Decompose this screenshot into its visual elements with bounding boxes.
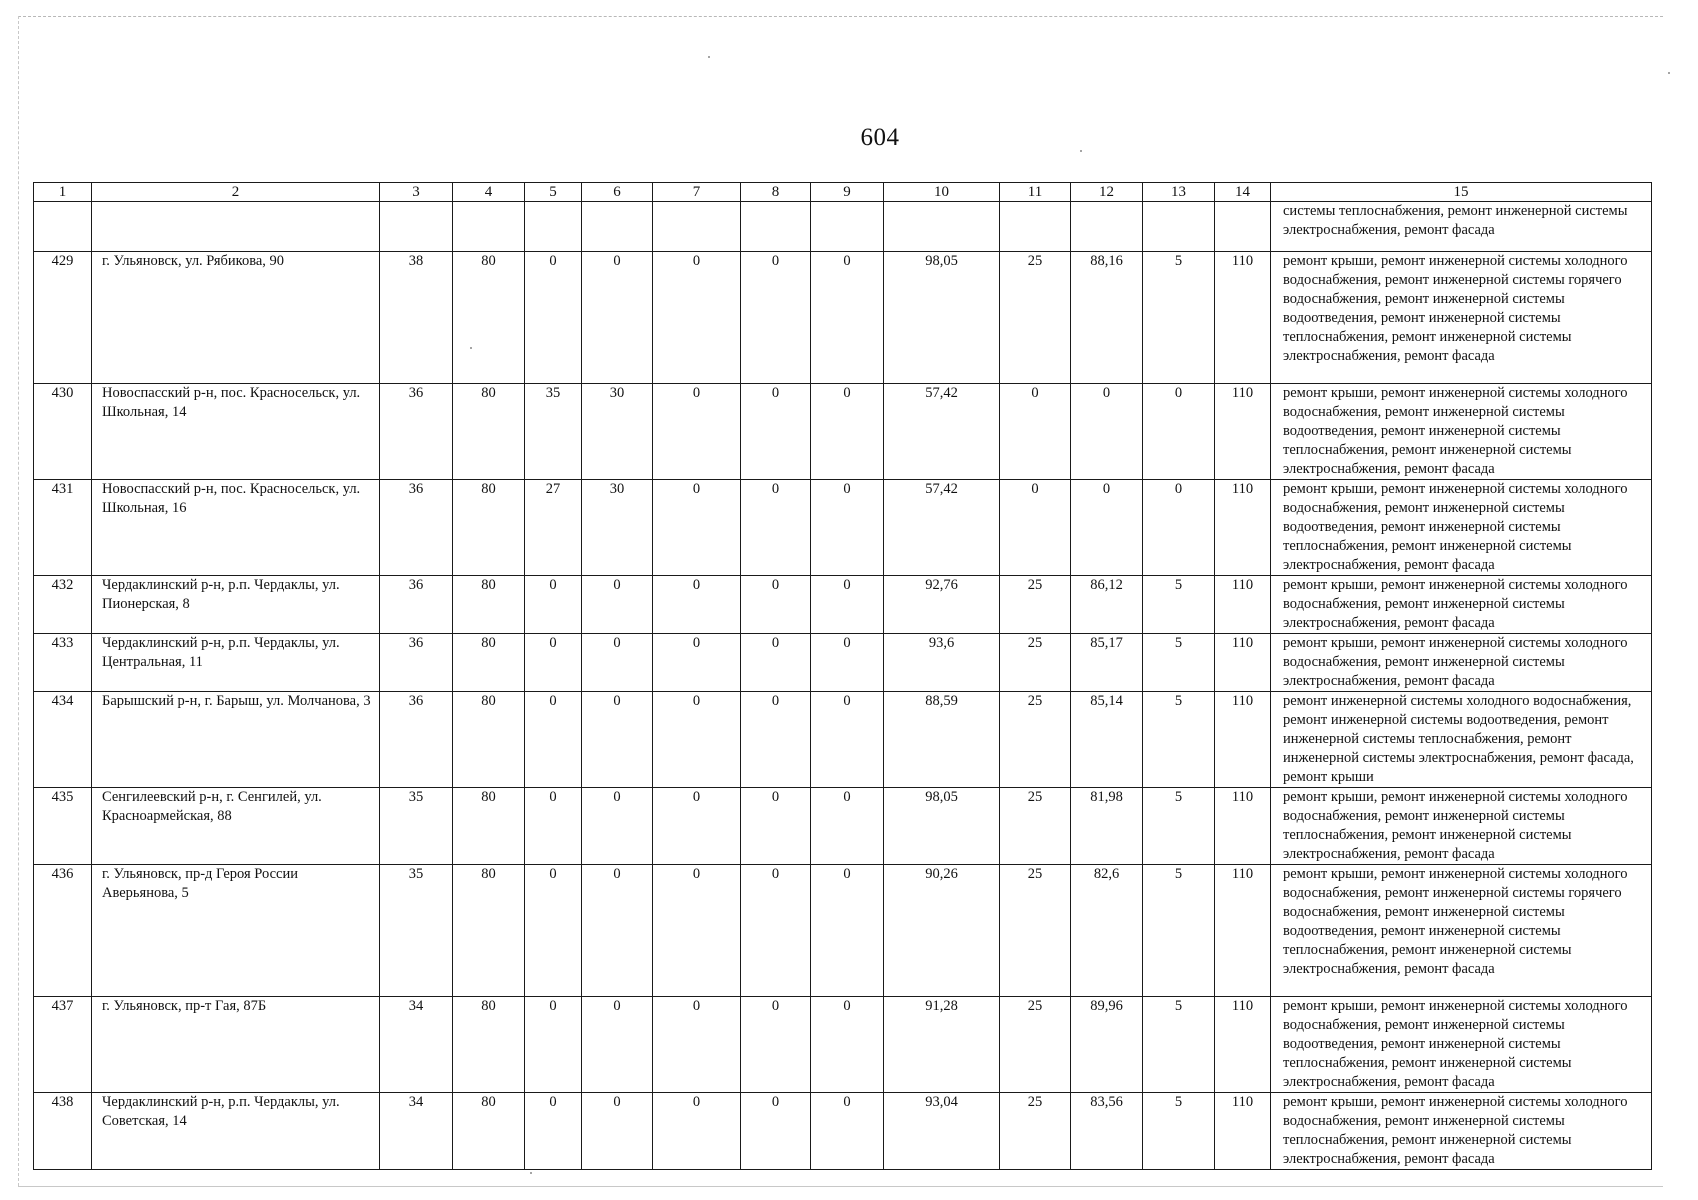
table-cell	[34, 202, 92, 252]
address-cell: Чердаклинский р-н, р.п. Чердаклы, ул. Пионерская, 8	[92, 576, 380, 634]
value-cell-c12: 85,17	[1071, 634, 1143, 692]
value-cell-c8: 0	[741, 384, 811, 480]
value-cell-c5: 0	[525, 252, 582, 384]
address-cell: г. Ульяновск, ул. Рябикова, 90	[92, 252, 380, 384]
value-cell-c3: 34	[380, 997, 453, 1093]
value-cell-c8: 0	[741, 252, 811, 384]
value-cell-c14: 110	[1215, 997, 1271, 1093]
value-cell-c12: 89,96	[1071, 997, 1143, 1093]
value-cell-c11: 25	[1000, 788, 1071, 865]
value-cell-c13: 5	[1143, 1093, 1215, 1170]
value-cell-c5: 0	[525, 692, 582, 788]
work-list-cell: ремонт крыши, ремонт инженерной системы холодного водоснабжения, ремонт инженерной системы горячего водоснабжения, ремонт инженерной системы водоотведения, ремонт инженерной системы теплоснабжения, ремонт инженерной системы электроснабжения, ремонт фасада	[1271, 865, 1652, 997]
value-cell-c9: 0	[811, 1093, 884, 1170]
value-cell-c13: 0	[1143, 480, 1215, 576]
value-cell-c4: 80	[453, 384, 525, 480]
value-cell-c10: 93,04	[884, 1093, 1000, 1170]
value-cell-c6: 0	[582, 865, 653, 997]
scan-edge-top	[18, 16, 1663, 17]
work-list-cell: ремонт крыши, ремонт инженерной системы холодного водоснабжения, ремонт инженерной системы теплоснабжения, ремонт инженерной системы электроснабжения, ремонт фасада	[1271, 788, 1652, 865]
value-cell-c14: 110	[1215, 252, 1271, 384]
row-number-cell: 429	[34, 252, 92, 384]
value-cell-c5: 0	[525, 865, 582, 997]
value-cell-c5: 35	[525, 384, 582, 480]
value-cell-c3: 38	[380, 252, 453, 384]
table-body	[34, 183, 1652, 1170]
value-cell-c8: 0	[741, 788, 811, 865]
row-number-cell: 432	[34, 576, 92, 634]
value-cell-c8: 0	[741, 576, 811, 634]
table-row	[34, 692, 1652, 788]
value-cell-c10: 93,6	[884, 634, 1000, 692]
value-cell-c11: 25	[1000, 252, 1071, 384]
value-cell-c6: 0	[582, 788, 653, 865]
column-header: 13	[1143, 183, 1215, 202]
table-row	[34, 576, 1652, 634]
value-cell-c10: 91,28	[884, 997, 1000, 1093]
value-cell-c8: 0	[741, 997, 811, 1093]
work-list-cell: ремонт крыши, ремонт инженерной системы холодного водоснабжения, ремонт инженерной системы горячего водоснабжения, ремонт инженерной системы водоотведения, ремонт инженерной системы теплоснабжения, ремонт инженерной системы электроснабжения, ремонт фасада	[1271, 252, 1652, 384]
value-cell-c9: 0	[811, 788, 884, 865]
value-cell-c5: 0	[525, 1093, 582, 1170]
value-cell-c6: 0	[582, 692, 653, 788]
value-cell-c3: 36	[380, 480, 453, 576]
value-cell-c3: 34	[380, 1093, 453, 1170]
value-cell-c6: 0	[582, 576, 653, 634]
value-cell-c14: 110	[1215, 788, 1271, 865]
work-list-cell: ремонт крыши, ремонт инженерной системы холодного водоснабжения, ремонт инженерной системы электроснабжения, ремонт фасада	[1271, 634, 1652, 692]
table-cell	[741, 202, 811, 252]
value-cell-c9: 0	[811, 384, 884, 480]
table-row	[34, 480, 1652, 576]
value-cell-c8: 0	[741, 1093, 811, 1170]
value-cell-c12: 86,12	[1071, 576, 1143, 634]
value-cell-c4: 80	[453, 480, 525, 576]
table-row	[34, 634, 1652, 692]
scan-speck	[530, 1172, 532, 1174]
value-cell-c14: 110	[1215, 576, 1271, 634]
value-cell-c10: 98,05	[884, 788, 1000, 865]
scan-speck	[1668, 72, 1670, 74]
table-row	[34, 865, 1652, 997]
value-cell-c10: 90,26	[884, 865, 1000, 997]
address-cell: Чердаклинский р-н, р.п. Чердаклы, ул. Советская, 14	[92, 1093, 380, 1170]
value-cell-c10: 57,42	[884, 384, 1000, 480]
column-header: 4	[453, 183, 525, 202]
value-cell-c6: 0	[582, 634, 653, 692]
row-number-cell: 437	[34, 997, 92, 1093]
row-number-cell: 435	[34, 788, 92, 865]
value-cell-c6: 30	[582, 480, 653, 576]
address-cell: Чердаклинский р-н, р.п. Чердаклы, ул. Центральная, 11	[92, 634, 380, 692]
value-cell-c12: 0	[1071, 480, 1143, 576]
table-row	[34, 1093, 1652, 1170]
column-header: 10	[884, 183, 1000, 202]
value-cell-c5: 0	[525, 576, 582, 634]
table-cell	[653, 202, 741, 252]
value-cell-c10: 57,42	[884, 480, 1000, 576]
column-header: 1	[34, 183, 92, 202]
value-cell-c10: 98,05	[884, 252, 1000, 384]
value-cell-c6: 30	[582, 384, 653, 480]
scan-edge-left	[18, 16, 19, 1186]
row-number-cell: 433	[34, 634, 92, 692]
table-cell	[1071, 202, 1143, 252]
column-header: 6	[582, 183, 653, 202]
value-cell-c9: 0	[811, 252, 884, 384]
column-header: 12	[1071, 183, 1143, 202]
column-header: 15	[1271, 183, 1652, 202]
value-cell-c4: 80	[453, 576, 525, 634]
value-cell-c14: 110	[1215, 634, 1271, 692]
address-cell: г. Ульяновск, пр-д Героя России Аверьянова, 5	[92, 865, 380, 997]
table-cell	[811, 202, 884, 252]
value-cell-c7: 0	[653, 692, 741, 788]
value-cell-c4: 80	[453, 865, 525, 997]
value-cell-c7: 0	[653, 865, 741, 997]
value-cell-c7: 0	[653, 1093, 741, 1170]
value-cell-c12: 82,6	[1071, 865, 1143, 997]
value-cell-c11: 0	[1000, 384, 1071, 480]
value-cell-c3: 36	[380, 634, 453, 692]
value-cell-c4: 80	[453, 1093, 525, 1170]
address-cell: Новоспасский р-н, пос. Красносельск, ул. Школьная, 14	[92, 384, 380, 480]
value-cell-c9: 0	[811, 576, 884, 634]
table-cell	[1215, 202, 1271, 252]
table-cell	[884, 202, 1000, 252]
value-cell-c9: 0	[811, 480, 884, 576]
value-cell-c9: 0	[811, 692, 884, 788]
value-cell-c9: 0	[811, 865, 884, 997]
value-cell-c5: 0	[525, 634, 582, 692]
value-cell-c11: 0	[1000, 480, 1071, 576]
value-cell-c14: 110	[1215, 384, 1271, 480]
table-cell	[92, 202, 380, 252]
column-header: 9	[811, 183, 884, 202]
value-cell-c6: 0	[582, 252, 653, 384]
value-cell-c14: 110	[1215, 692, 1271, 788]
value-cell-c11: 25	[1000, 576, 1071, 634]
column-header: 8	[741, 183, 811, 202]
value-cell-c9: 0	[811, 634, 884, 692]
value-cell-c14: 110	[1215, 1093, 1271, 1170]
value-cell-c4: 80	[453, 692, 525, 788]
scan-speck	[708, 56, 710, 58]
table-row	[34, 997, 1652, 1093]
table-cell	[380, 202, 453, 252]
value-cell-c6: 0	[582, 997, 653, 1093]
table-cell	[453, 202, 525, 252]
column-header: 7	[653, 183, 741, 202]
value-cell-c14: 110	[1215, 865, 1271, 997]
column-header: 2	[92, 183, 380, 202]
value-cell-c4: 80	[453, 997, 525, 1093]
value-cell-c12: 81,98	[1071, 788, 1143, 865]
table-row	[34, 788, 1652, 865]
table-cell	[525, 202, 582, 252]
address-cell: Новоспасский р-н, пос. Красносельск, ул. Школьная, 16	[92, 480, 380, 576]
value-cell-c13: 5	[1143, 576, 1215, 634]
value-cell-c11: 25	[1000, 997, 1071, 1093]
value-cell-c10: 92,76	[884, 576, 1000, 634]
scan-edge-bottom	[18, 1186, 1663, 1187]
value-cell-c12: 88,16	[1071, 252, 1143, 384]
repair-register-table	[33, 182, 1652, 1170]
value-cell-c11: 25	[1000, 865, 1071, 997]
work-list-cell: ремонт крыши, ремонт инженерной системы холодного водоснабжения, ремонт инженерной системы водоотведения, ремонт инженерной системы теплоснабжения, ремонт инженерной системы электроснабжения, ремонт фасада	[1271, 480, 1652, 576]
value-cell-c3: 35	[380, 865, 453, 997]
value-cell-c11: 25	[1000, 692, 1071, 788]
value-cell-c14: 110	[1215, 480, 1271, 576]
row-number-cell: 438	[34, 1093, 92, 1170]
row-number-cell: 430	[34, 384, 92, 480]
row-number-cell: 434	[34, 692, 92, 788]
table-cell	[1000, 202, 1071, 252]
work-list-cell: ремонт крыши, ремонт инженерной системы холодного водоснабжения, ремонт инженерной системы теплоснабжения, ремонт инженерной системы электроснабжения, ремонт фасада	[1271, 1093, 1652, 1170]
value-cell-c13: 5	[1143, 252, 1215, 384]
value-cell-c13: 5	[1143, 865, 1215, 997]
value-cell-c8: 0	[741, 480, 811, 576]
page-number: 604	[860, 124, 900, 151]
value-cell-c3: 36	[380, 576, 453, 634]
value-cell-c13: 5	[1143, 788, 1215, 865]
value-cell-c3: 36	[380, 384, 453, 480]
value-cell-c3: 36	[380, 692, 453, 788]
column-header: 3	[380, 183, 453, 202]
value-cell-c13: 5	[1143, 997, 1215, 1093]
address-cell: г. Ульяновск, пр-т Гая, 87Б	[92, 997, 380, 1093]
value-cell-c13: 0	[1143, 384, 1215, 480]
value-cell-c12: 85,14	[1071, 692, 1143, 788]
value-cell-c7: 0	[653, 788, 741, 865]
work-list-cell: ремонт инженерной системы холодного водоснабжения, ремонт инженерной системы водоотведения, ремонт инженерной системы теплоснабжения, ремонт инженерной системы электроснабжения, ремонт фасада, ремонт крыши	[1271, 692, 1652, 788]
value-cell-c4: 80	[453, 788, 525, 865]
value-cell-c5: 0	[525, 788, 582, 865]
value-cell-c7: 0	[653, 384, 741, 480]
address-cell: Барышский р-н, г. Барыш, ул. Молчанова, 3	[92, 692, 380, 788]
value-cell-c10: 88,59	[884, 692, 1000, 788]
value-cell-c7: 0	[653, 480, 741, 576]
value-cell-c11: 25	[1000, 1093, 1071, 1170]
table-cell	[1143, 202, 1215, 252]
work-list-cell: ремонт крыши, ремонт инженерной системы холодного водоснабжения, ремонт инженерной системы электроснабжения, ремонт фасада	[1271, 576, 1652, 634]
work-list-cell: ремонт крыши, ремонт инженерной системы холодного водоснабжения, ремонт инженерной системы водоотведения, ремонт инженерной системы теплоснабжения, ремонт инженерной системы электроснабжения, ремонт фасада	[1271, 997, 1652, 1093]
value-cell-c8: 0	[741, 865, 811, 997]
value-cell-c3: 35	[380, 788, 453, 865]
value-cell-c12: 83,56	[1071, 1093, 1143, 1170]
value-cell-c11: 25	[1000, 634, 1071, 692]
column-number-row	[34, 183, 1652, 202]
work-list-cell: системы теплоснабжения, ремонт инженерной системы электроснабжения, ремонт фасада	[1271, 202, 1652, 252]
column-header: 11	[1000, 183, 1071, 202]
value-cell-c12: 0	[1071, 384, 1143, 480]
value-cell-c4: 80	[453, 634, 525, 692]
table-row	[34, 252, 1652, 384]
address-cell: Сенгилеевский р-н, г. Сенгилей, ул. Красноармейская, 88	[92, 788, 380, 865]
value-cell-c7: 0	[653, 576, 741, 634]
value-cell-c5: 27	[525, 480, 582, 576]
column-header: 14	[1215, 183, 1271, 202]
row-number-cell: 436	[34, 865, 92, 997]
continuation-row	[34, 202, 1652, 252]
column-header: 5	[525, 183, 582, 202]
table-cell	[582, 202, 653, 252]
table-row	[34, 384, 1652, 480]
value-cell-c13: 5	[1143, 692, 1215, 788]
value-cell-c7: 0	[653, 252, 741, 384]
value-cell-c7: 0	[653, 997, 741, 1093]
work-list-cell: ремонт крыши, ремонт инженерной системы холодного водоснабжения, ремонт инженерной системы водоотведения, ремонт инженерной системы теплоснабжения, ремонт инженерной системы электроснабжения, ремонт фасада	[1271, 384, 1652, 480]
value-cell-c4: 80	[453, 252, 525, 384]
value-cell-c9: 0	[811, 997, 884, 1093]
value-cell-c8: 0	[741, 634, 811, 692]
row-number-cell: 431	[34, 480, 92, 576]
value-cell-c8: 0	[741, 692, 811, 788]
value-cell-c5: 0	[525, 997, 582, 1093]
value-cell-c6: 0	[582, 1093, 653, 1170]
value-cell-c13: 5	[1143, 634, 1215, 692]
value-cell-c7: 0	[653, 634, 741, 692]
